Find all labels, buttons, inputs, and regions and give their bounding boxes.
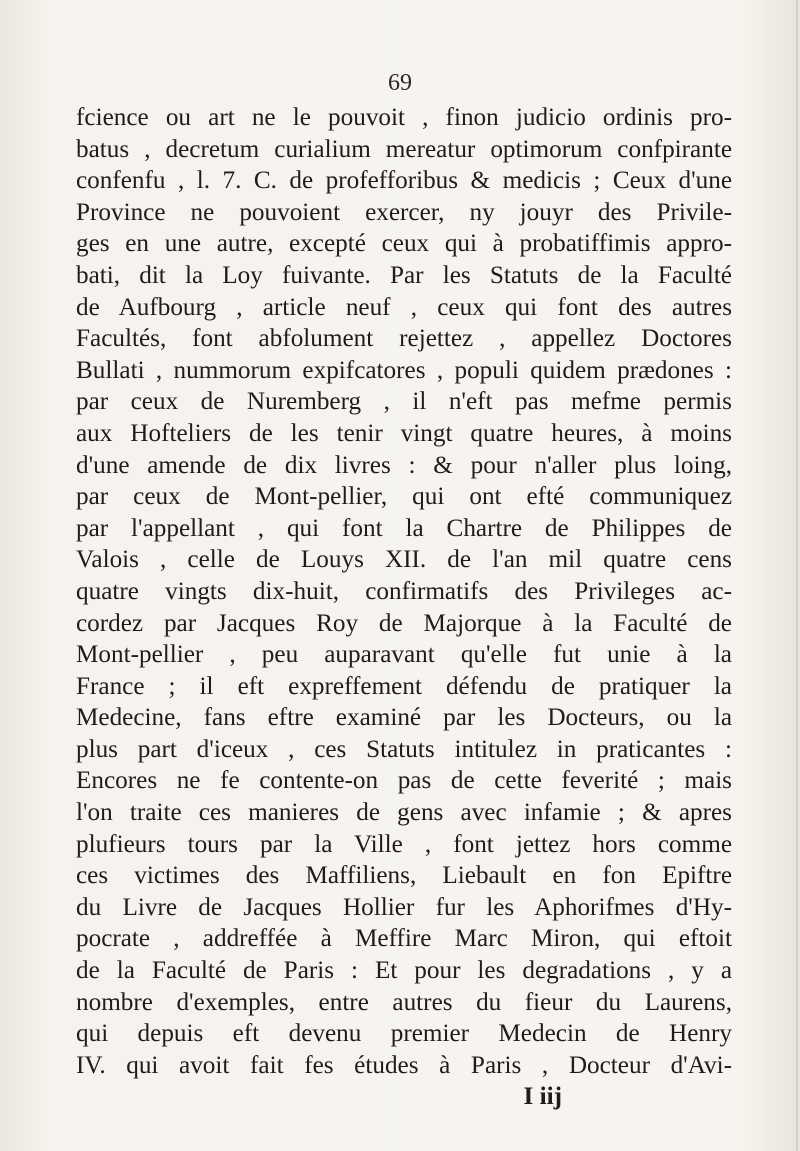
text-line: fcience ou art ne le pouvoit , finon judicio ordinis pro- [76,104,732,131]
text-line: de la Faculté de Paris : Et pour les degradations , y a [76,957,732,985]
text-line: de Aufbourg , article neuf , ceux qui font des autres [76,293,732,321]
text-line: Bullati , nummorum expifcatores , populi quidem prædones : [76,356,732,384]
text-line: nombre d'exemples, entre autres du fieur du Laurens, [76,988,732,1016]
page-edge [796,0,798,1151]
signature-mark: I iij [523,1083,562,1111]
text-line: Province ne pouvoient exercer, ny jouyr des Privile- [76,198,732,226]
text-line: d'une amende de dix livres : & pour n'aller plus loing, [76,451,732,479]
text-line: qui depuis eft devenu premier Medecin de Henry [76,1020,732,1048]
text-line: ces victimes des Maffiliens, Liebault en fon Epiftre [76,862,732,890]
text-line: batus , decretum curialium mereatur optimorum confpirante [76,135,732,163]
text-line: plus part d'iceux , ces Statuts intitulez in praticantes : [76,735,732,763]
text-line: par ceux de Mont-pellier, qui ont efté communiquez [76,483,732,511]
text-line: par l'appellant , qui font la Chartre de Philippes de [76,514,732,542]
text-line: France ; il eft expreffement défendu de pratiquer la [76,672,732,700]
text-line: plufieurs tours par la Ville , font jettez hors comme [76,830,732,858]
page-number: 69 [388,70,412,96]
text-line: confenfu , l. 7. C. de profefforibus & medicis ; Ceux d'une [76,167,732,195]
text-line: par ceux de Nuremberg , il n'eft pas mefme permis [76,388,732,416]
text-line: l'on traite ces manieres de gens avec infamie ; & apres [76,799,732,827]
text-line: aux Hofteliers de les tenir vingt quatre heures, à moins [76,419,732,447]
text-line: pocrate , addreffée à Meffire Marc Miron, qui eftoit [76,925,732,953]
text-line: Mont-pellier , peu auparavant qu'elle fut unie à la [76,641,732,669]
text-line: Medecine, fans eftre examiné par les Docteurs, ou la [76,704,732,732]
text-line: Encores ne fe contente-on pas de cette feverité ; mais [76,767,732,795]
text-line: bati, dit la Loy fuivante. Par les Statuts de la Faculté [76,261,732,289]
text-line: ges en une autre, excepté ceux qui à probatiffimis appro- [76,230,732,258]
text-line: du Livre de Jacques Hollier fur les Aphorifmes d'Hy- [76,893,732,921]
text-line: Valois , celle de Louys XII. de l'an mil quatre cens [76,546,732,574]
text-line: IV. qui avoit fait fes études à Paris , Docteur d'Avi- [76,1051,732,1079]
body-text [76,102,732,1113]
text-line: cordez par Jacques Roy de Majorque à la Faculté de [76,609,732,637]
text-line: Facultés, font abfolument rejettez , appellez Doctores [76,325,732,353]
text-line: quatre vingts dix-huit, confirmatifs des Privileges ac- [76,577,732,605]
